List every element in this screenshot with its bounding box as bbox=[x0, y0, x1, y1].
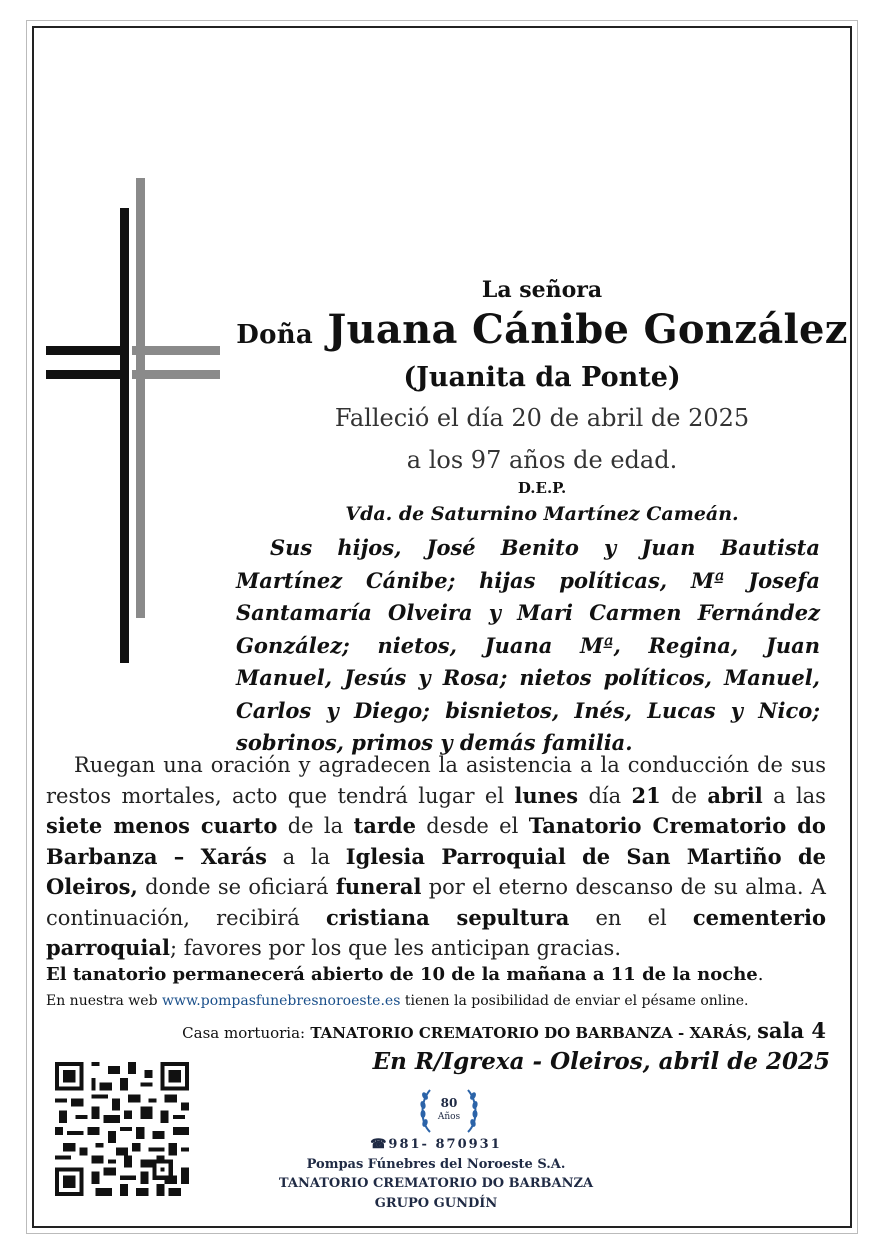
deceased-name-line bbox=[236, 306, 848, 353]
phone-number[interactable]: 981- 870931 bbox=[388, 1137, 502, 1152]
company-name: Pompas Fúnebres del Noroeste S.A. bbox=[306, 1157, 566, 1172]
family-list: Sus hijos, José Benito y Juan Bautista Martínez Cánibe; hijas políticas, Mª Josefa Santamaría Olveira y Mari Carmen Fernández González; nietos, Juana Mª, Regina, Juan Manuel, Jesús y Rosa; nietos políticos, Manuel, Carlos y Diego; bisnietos, Inés, Lucas y Nico; sobrinos, primos y demás familia. bbox=[236, 535, 820, 755]
tanatorio-name: TANATORIO CREMATORIO DO BARBANZA bbox=[278, 1176, 594, 1191]
phone-line bbox=[196, 1137, 676, 1152]
nickname: (Juanita da Ponte) bbox=[403, 362, 681, 393]
casa-mortuoria: Casa mortuoria: TANATORIO CREMATORIO DO BARBANZA - XARÁS, sala 4 bbox=[182, 1018, 826, 1043]
web-notice: En nuestra web www.pompasfunebresnoroeste.es tienen la posibilidad de enviar el pésame online. bbox=[46, 993, 749, 1009]
intro-line: La señora bbox=[481, 277, 603, 303]
logo-number: 80 bbox=[440, 1096, 458, 1110]
announcement-paragraph: Ruegan una oración y agradecen la asistencia a la conducción de sus restos mortales, acto que tendrá lugar el lunes día 21 de abril a las siete menos cuarto de la tarde desde el Tanatorio Crematorio do Barbanza – Xarás a la Iglesia Parroquial de San Martiño de Oleiros, donde se oficiará funeral por el eterno descanso de su alma. A continuación, recibirá cristiana sepultura en el cementerio parroquial; favores por los que les anticipan gracias. bbox=[46, 753, 826, 960]
widow-of: Vda. de Saturnino Martínez Cameán. bbox=[345, 503, 739, 525]
group-name: GRUPO GUNDÍN bbox=[374, 1196, 498, 1211]
age: a los 97 años de edad. bbox=[406, 446, 678, 474]
website-link[interactable]: www.pompasfunebresnoroeste.es bbox=[162, 993, 401, 1009]
deceased-name: Juana Cánibe González bbox=[327, 306, 848, 353]
place-date: En R/Igrexa - Oleiros, abril de 2025 bbox=[372, 1048, 830, 1075]
laurel-80-years-logo bbox=[416, 1082, 482, 1138]
cross-icon bbox=[44, 178, 224, 668]
phone-icon: ☎ bbox=[370, 1137, 389, 1152]
portrait-photo bbox=[450, 42, 620, 257]
death-date: Falleció el día 20 de abril de 2025 bbox=[334, 404, 750, 432]
rip: D.E.P. bbox=[517, 479, 567, 497]
honorific: Doña bbox=[236, 320, 314, 350]
qr-code[interactable] bbox=[55, 1062, 189, 1196]
opening-hours: El tanatorio permanecerá abierto de 10 de la mañana a 11 de la noche. bbox=[46, 964, 764, 985]
logo-years: Años bbox=[437, 1112, 461, 1122]
